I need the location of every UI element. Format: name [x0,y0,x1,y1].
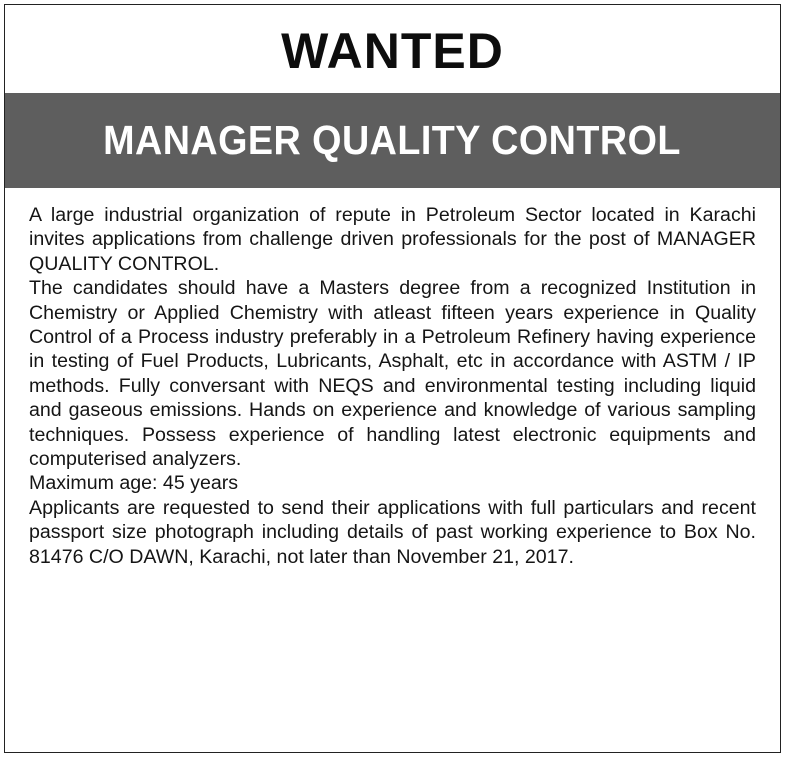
ad-body [29,203,756,569]
max-age-line: Maximum age: 45 years [29,472,239,495]
ad-heading: WANTED [281,23,504,79]
apply-paragraph: Applicants are requested to send their applications with full particulars and recent passport size photograph including details of past working experience to Box No. 81476 C/O DAWN, Karachi, not later than November 21, 2017. [29,496,756,568]
job-advertisement [4,4,781,753]
description-paragraph: A large industrial organization of repute in Petroleum Sector located in Karachi invites applications from challenge driven professionals for the post of MANAGER QUALITY CONTROL. [29,204,756,275]
position-title: MANAGER QUALITY CONTROL [103,117,682,163]
position-title-band [5,93,780,188]
requirements-paragraph: The candidates should have a Masters degree from a recognized Institution in Chemistry or Applied Chemistry with atleast fifteen years experience in Quality Control of a Process industry preferably in a Petroleum Refinery having experience in testing of Fuel Products, Lubricants, Asphalt, etc in accordance with ASTM / IP methods. Fully conversant with NEQS and environmental testing including liquid and gaseous emissions. Hands on experience and knowledge of various sampling techniques. Possess experience of handling latest electronic equipments and computerised analyzers. [29,277,756,471]
